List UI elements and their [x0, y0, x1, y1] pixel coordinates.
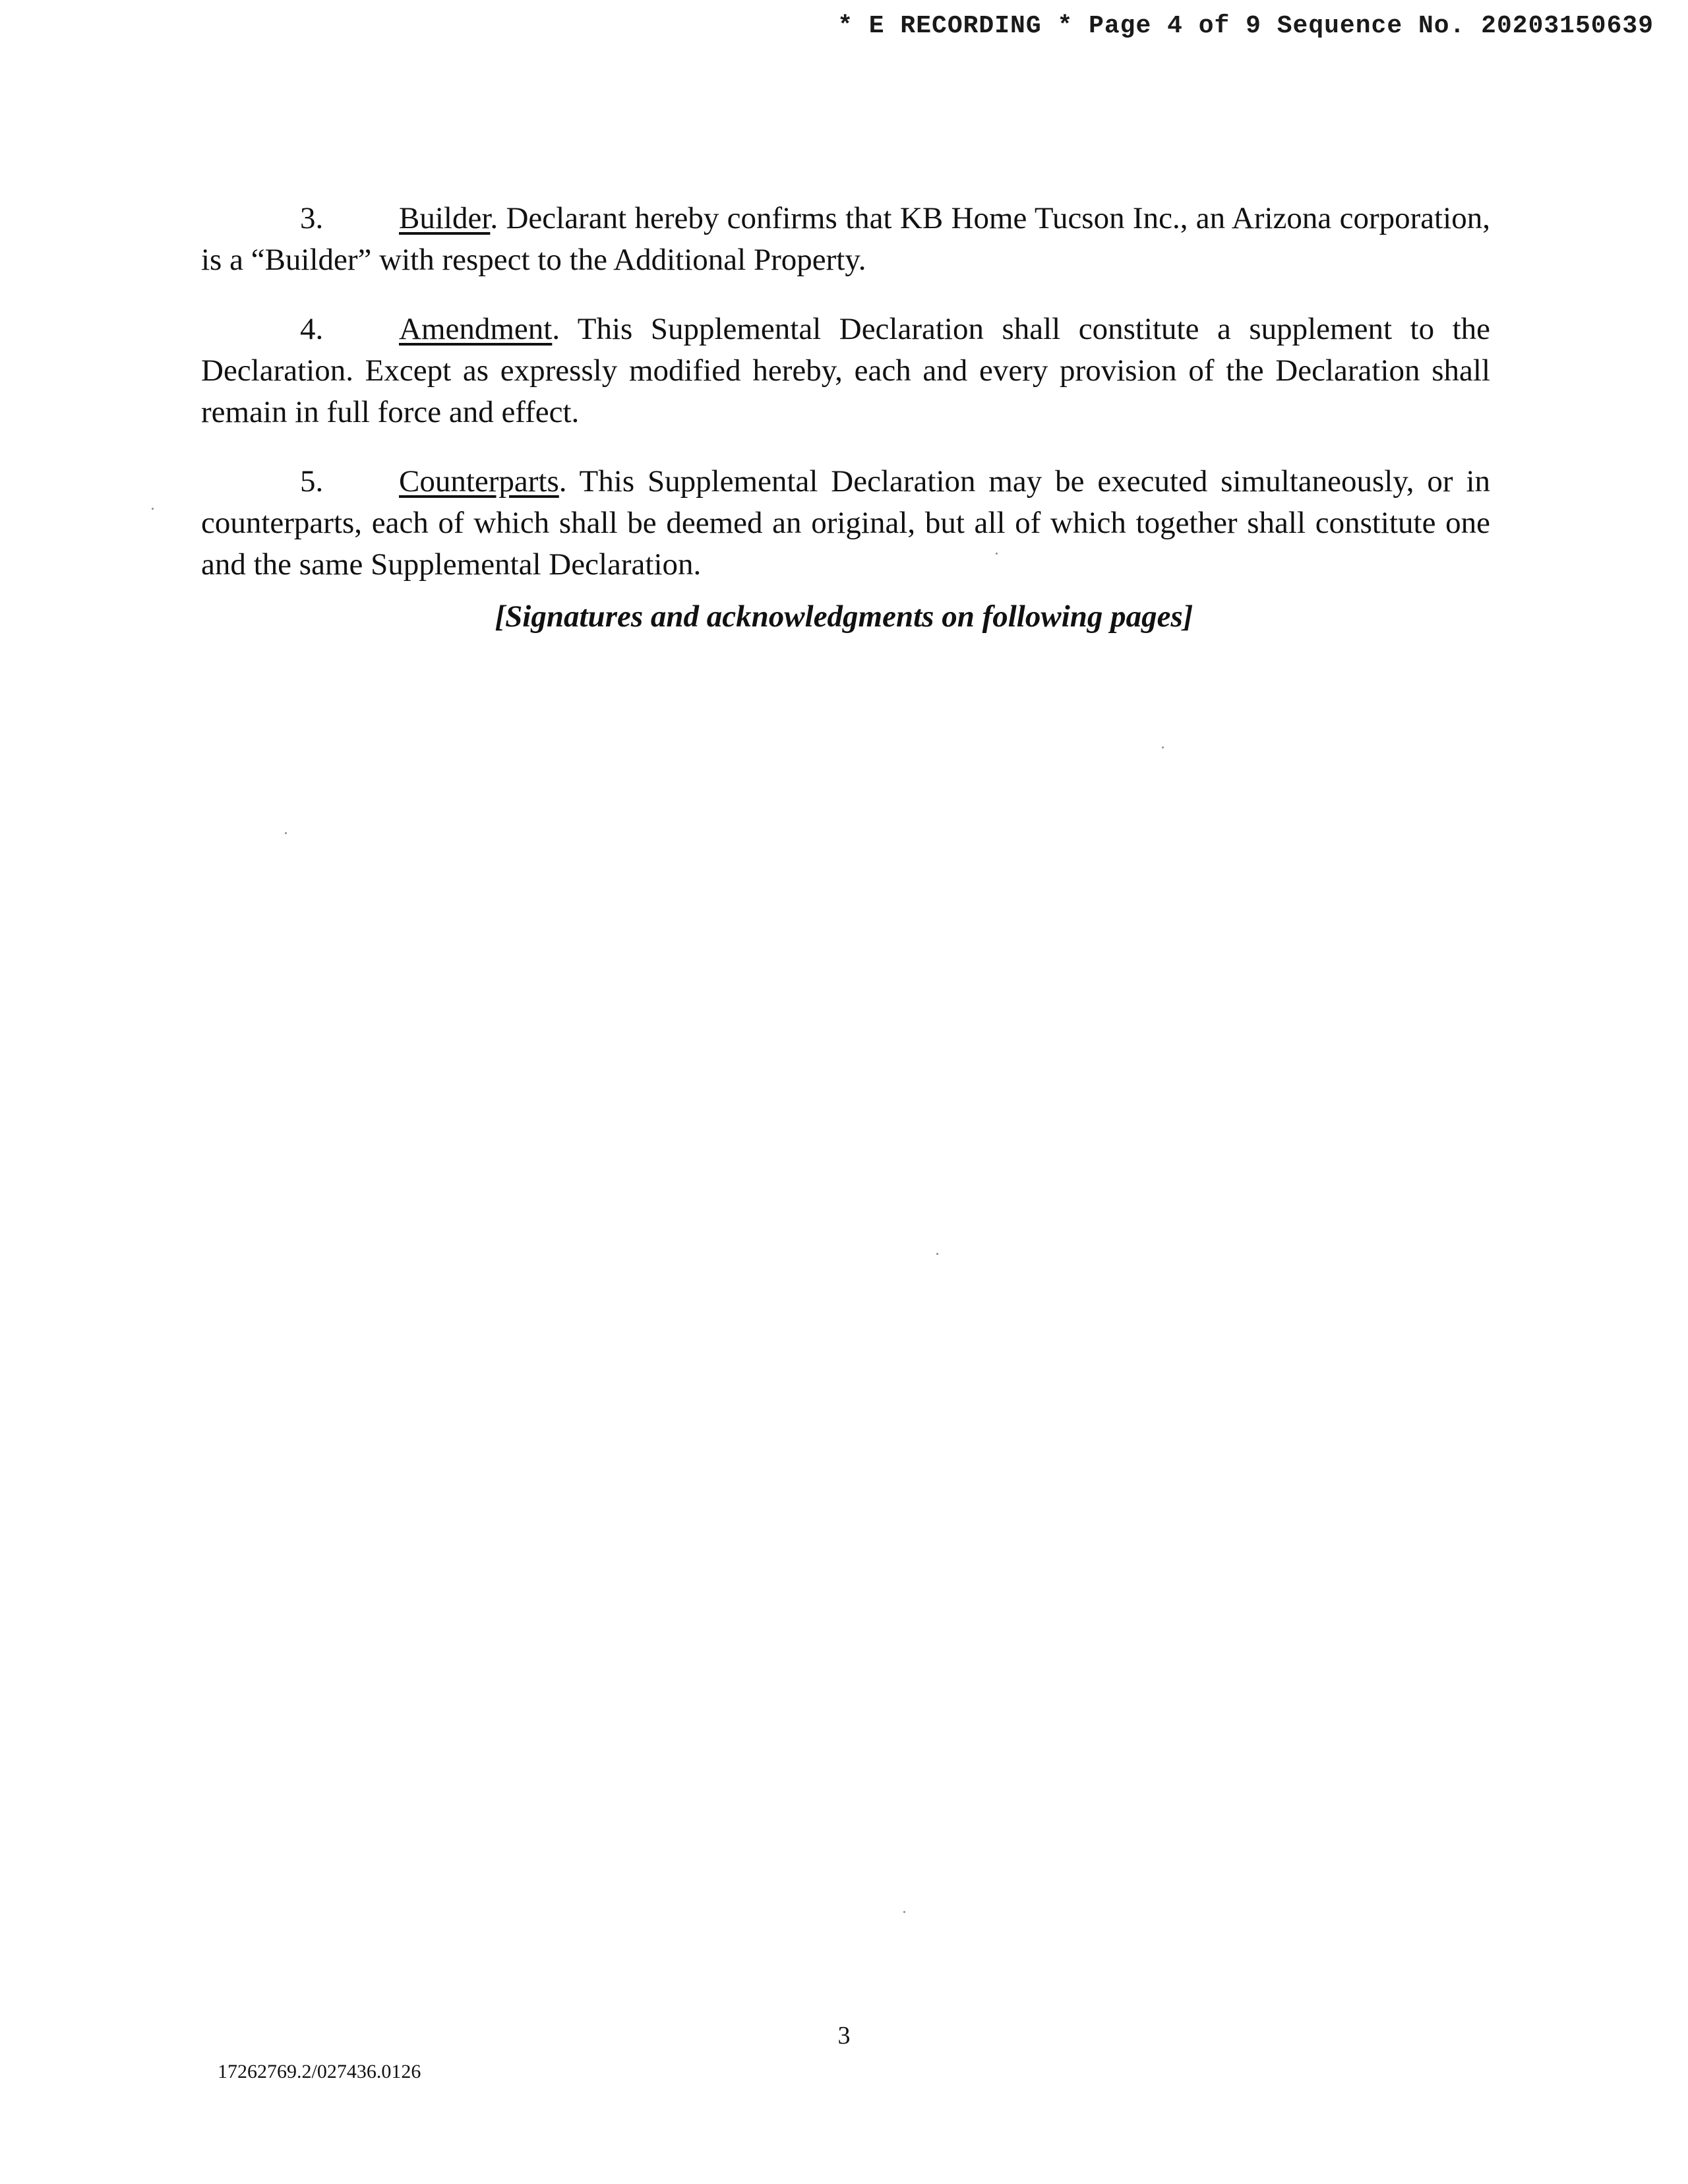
section-heading: Counterparts [399, 464, 559, 499]
document-id: 17262769.2/027436.0126 [218, 2061, 421, 2082]
section-number: 5. [300, 464, 324, 499]
section-amendment [201, 309, 1490, 433]
section-number: 3. [300, 201, 324, 235]
section-builder [201, 198, 1490, 281]
recording-header: * E RECORDING * Page 4 of 9 Sequence No. 20203150639 [837, 12, 1654, 40]
scan-speck [936, 1253, 938, 1255]
scan-speck [285, 832, 287, 834]
scan-speck [152, 508, 154, 510]
section-text: . This Supplemental Declaration shall constitute a supplement to the Declaration. Except as expressly modified hereby, each and every provision of the Declaration shall remain in full force and effect. [201, 312, 1490, 429]
section-heading: Amendment [399, 312, 553, 346]
scan-speck [903, 1911, 905, 1913]
page-number: 3 [837, 2022, 851, 2049]
section-counterparts [201, 461, 1490, 586]
section-number: 4. [300, 312, 324, 346]
section-text: . Declarant hereby confirms that KB Home Tucson Inc., an Arizona corporation, is a “Builder” with respect to the Additional Property. [201, 201, 1490, 277]
scan-speck [996, 553, 998, 555]
document-body [201, 198, 1490, 613]
section-text: . This Supplemental Declaration may be executed simultaneously, or in counterparts, each of which shall be deemed an original, but all of which together shall constitute one and the same Supplemental Declaration. [201, 464, 1490, 582]
scan-speck [1162, 746, 1164, 748]
section-heading: Builder [399, 201, 491, 235]
signature-note: [Signatures and acknowledgments on following pages] [495, 599, 1193, 634]
